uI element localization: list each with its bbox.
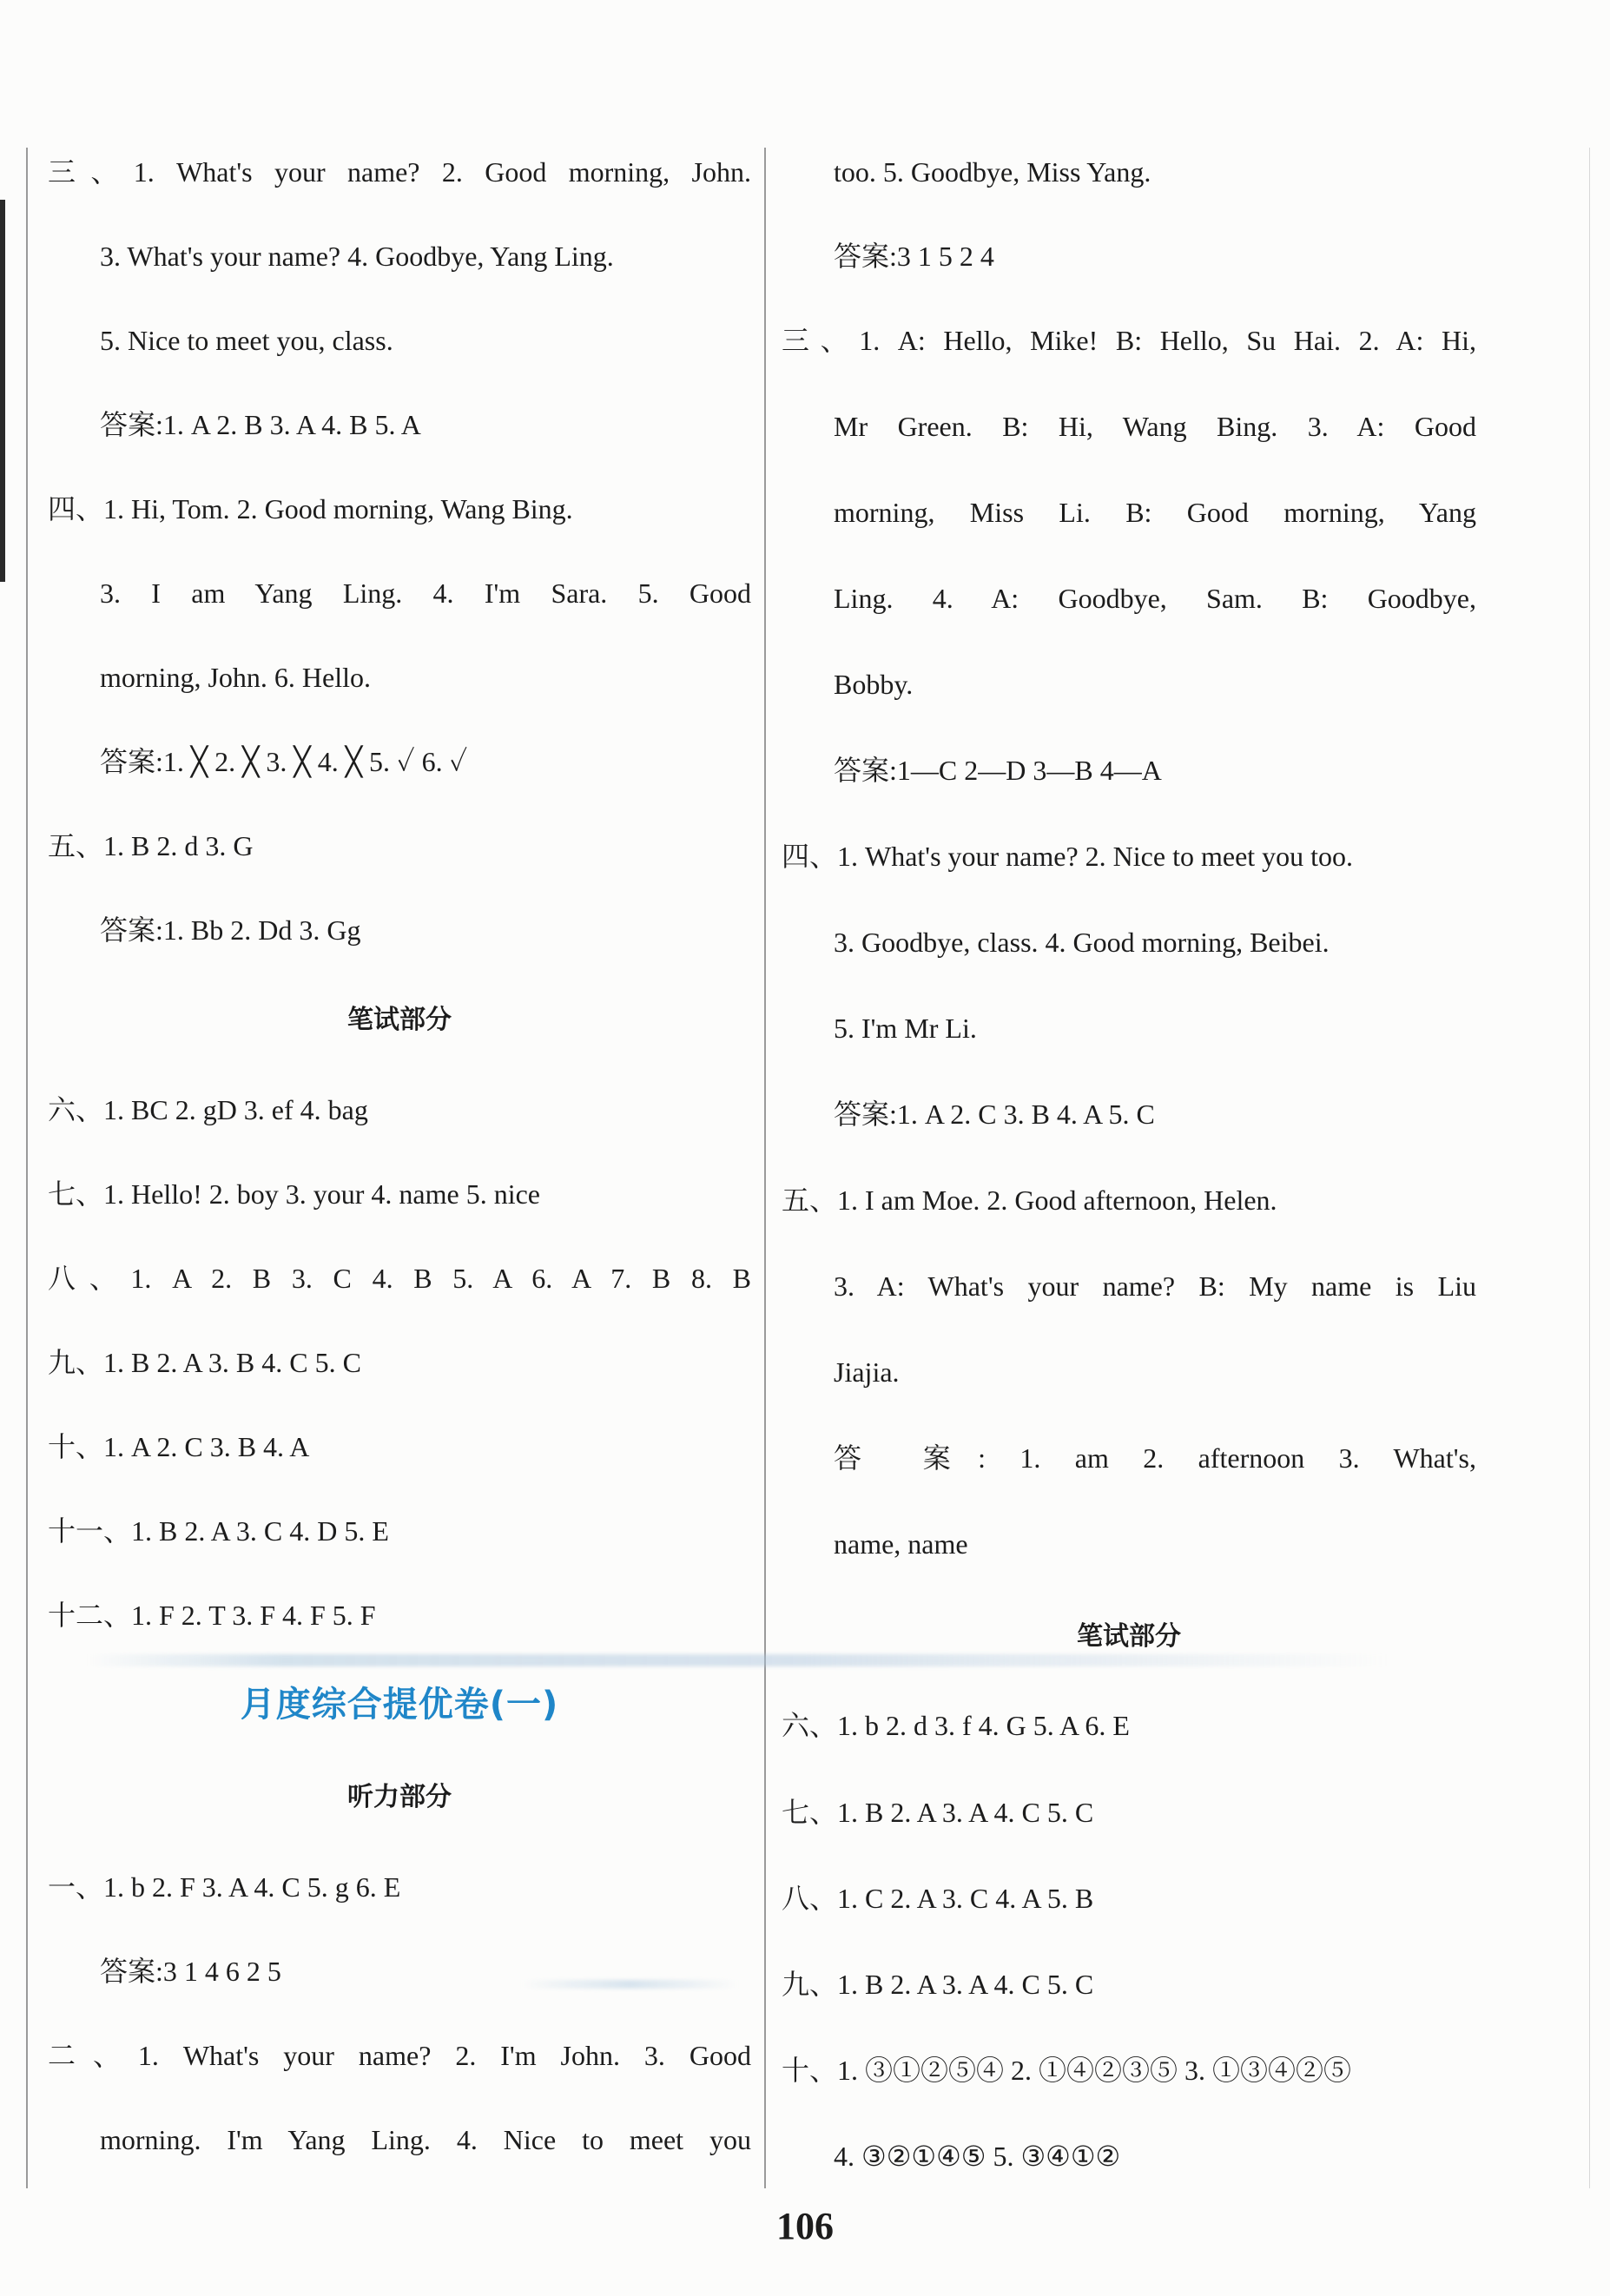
section-heading: 笔试部分 (347, 1005, 452, 1035)
page-number: 106 (776, 2205, 834, 2247)
answer-line: name, name (834, 1528, 968, 1560)
answer-line: 三、1. What's your name? 2. Good morning, John. (48, 156, 751, 188)
answer-line: 十二、1. F 2. T 3. F 4. F 5. F (48, 1600, 376, 1631)
answer-line: 七、1. Hello! 2. boy 3. your 4. name 5. nice (48, 1178, 541, 1210)
answer-line: 六、1. BC 2. gD 3. ef 4. bag (48, 1094, 368, 1125)
answer-key-line: 答案:3 1 5 2 4 (834, 241, 994, 272)
answer-line: Bobby. (834, 669, 914, 700)
section-heading: 笔试部分 (1077, 1621, 1181, 1652)
answer-line: morning. I'm Yang Ling. 4. Nice to meet you (100, 2124, 751, 2155)
answer-line: 3. A: What's your name? B: My name is Liu (834, 1270, 1476, 1302)
answer-line: 四、1. What's your name? 2. Nice to meet you too. (782, 841, 1354, 872)
answer-key-line: 答案:3 1 4 6 2 5 (100, 1956, 281, 1987)
answer-line: 十一、1. B 2. A 3. C 4. D 5. E (48, 1515, 389, 1547)
answer-line: 3. What's your name? 4. Goodbye, Yang Ling. (100, 241, 614, 272)
answer-key-line: 答案:1. Bb 2. Dd 3. Gg (100, 914, 361, 946)
print-smudge (87, 1654, 1389, 1666)
answer-line: 3. Goodbye, class. 4. Good morning, Beibei. (834, 927, 1330, 958)
answer-line: 5. Nice to meet you, class. (100, 325, 393, 356)
left-rule (26, 148, 28, 2188)
answer-key-line: 答案:1. ╳ 2. ╳ 3. ╳ 4. ╳ 5. ✓ 6. ✓ (100, 746, 468, 777)
answer-line: 四、1. Hi, Tom. 2. Good morning, Wang Bing. (48, 493, 573, 525)
binding-edge (0, 200, 5, 582)
answer-line: Jiajia. (834, 1356, 900, 1388)
answer-line: 十、1. A 2. C 3. B 4. A (48, 1431, 310, 1462)
answer-key-line: 答案:1. A 2. B 3. A 4. B 5. A (100, 409, 421, 440)
answer-line: 八、1. A 2. B 3. C 4. B 5. A 6. A 7. B 8. B (48, 1263, 751, 1294)
answer-line: 三、1. A: Hello, Mike! B: Hello, Su Hai. 2. A: Hi, (782, 325, 1476, 356)
answer-line: 一、1. b 2. F 3. A 4. C 5. g 6. E (48, 1871, 401, 1903)
answer-line: 五、1. I am Moe. 2. Good afternoon, Helen. (782, 1184, 1277, 1216)
section-heading: 听力部分 (347, 1782, 452, 1812)
answer-line: morning, John. 6. Hello. (100, 662, 371, 693)
answer-line: too. 5. Goodbye, Miss Yang. (834, 156, 1151, 188)
answer-key-line: 答案:1—C 2—D 3—B 4—A (834, 755, 1162, 786)
answer-line: 二、1. What's your name? 2. I'm John. 3. Good (48, 2040, 751, 2071)
answer-key-line: 答 案: 1. am 2. afternoon 3. What's, (834, 1442, 1476, 1474)
answer-key-line: 答案:1. A 2. C 3. B 4. A 5. C (834, 1099, 1155, 1130)
unit-title: 月度综合提优卷(一) (240, 1685, 559, 1725)
answer-line: 九、1. B 2. A 3. B 4. C 5. C (48, 1347, 361, 1378)
right-rule (1589, 148, 1590, 2188)
answer-line: 十、1. ③①②⑤④ 2. ①④②③⑤ 3. ①③④②⑤ (782, 2055, 1352, 2086)
answer-line: 六、1. b 2. d 3. f 4. G 5. A 6. E (782, 1710, 1130, 1741)
answer-line: morning, Miss Li. B: Good morning, Yang (834, 497, 1476, 528)
answer-line: 五、1. B 2. d 3. G (48, 830, 254, 861)
answer-line: 3. I am Yang Ling. 4. I'm Sara. 5. Good (100, 577, 751, 609)
column-divider (764, 148, 766, 2188)
answer-line: 九、1. B 2. A 3. A 4. C 5. C (782, 1969, 1094, 2000)
answer-line: Ling. 4. A: Goodbye, Sam. B: Goodbye, (834, 583, 1476, 614)
answer-line: 5. I'm Mr Li. (834, 1013, 977, 1044)
answer-line: 八、1. C 2. A 3. C 4. A 5. B (782, 1883, 1094, 1914)
answer-line: 4. ③②①④⑤ 5. ③④①② (834, 2141, 1121, 2172)
answer-line: 七、1. B 2. A 3. A 4. C 5. C (782, 1797, 1094, 1828)
answer-line: Mr Green. B: Hi, Wang Bing. 3. A: Good (834, 411, 1476, 442)
